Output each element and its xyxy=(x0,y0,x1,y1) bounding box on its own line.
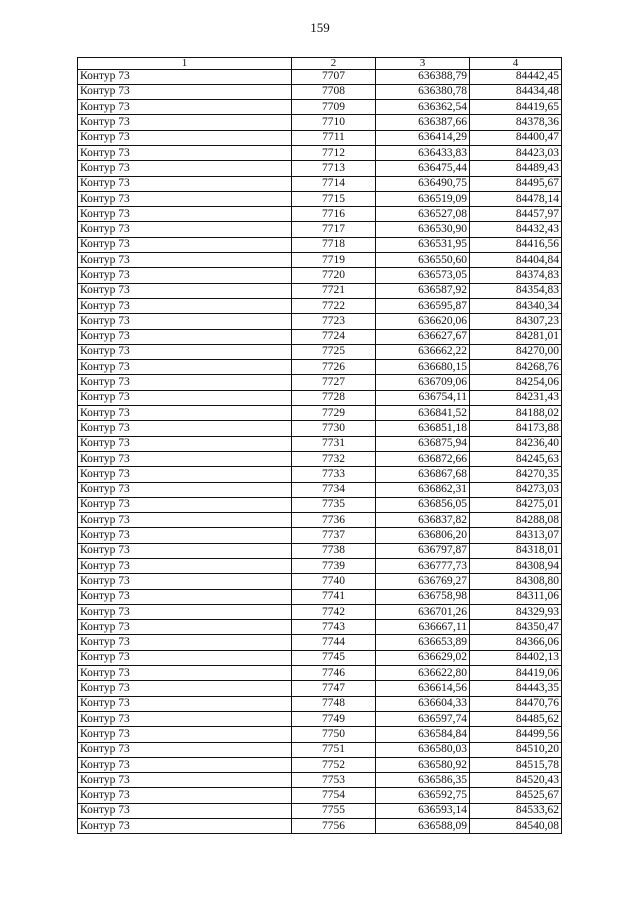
contour-name-cell: Контур 73 xyxy=(78,559,292,574)
table-row xyxy=(78,207,562,222)
x-coordinate-cell: 636604,33 xyxy=(376,696,470,711)
x-coordinate-cell: 636758,98 xyxy=(376,589,470,604)
y-coordinate-cell: 84311,06 xyxy=(470,589,562,604)
y-coordinate-cell: 84254,06 xyxy=(470,375,562,390)
point-number-cell: 7708 xyxy=(292,84,376,99)
table-row xyxy=(78,666,562,681)
contour-name-cell: Контур 73 xyxy=(78,727,292,742)
table-row xyxy=(78,757,562,772)
x-coordinate-cell: 636380,78 xyxy=(376,84,470,99)
x-coordinate-cell: 636588,09 xyxy=(376,819,470,834)
point-number-cell: 7723 xyxy=(292,314,376,329)
table-row xyxy=(78,681,562,696)
x-coordinate-cell: 636490,75 xyxy=(376,176,470,191)
contour-name-cell: Контур 73 xyxy=(78,222,292,237)
y-coordinate-cell: 84350,47 xyxy=(470,620,562,635)
table-row xyxy=(78,237,562,252)
y-coordinate-cell: 84423,03 xyxy=(470,145,562,160)
y-coordinate-cell: 84366,06 xyxy=(470,635,562,650)
point-number-cell: 7751 xyxy=(292,742,376,757)
x-coordinate-cell: 636433,83 xyxy=(376,145,470,160)
contour-name-cell: Контур 73 xyxy=(78,406,292,421)
y-coordinate-cell: 84236,40 xyxy=(470,436,562,451)
point-number-cell: 7743 xyxy=(292,620,376,635)
x-coordinate-cell: 636530,90 xyxy=(376,222,470,237)
y-coordinate-cell: 84499,56 xyxy=(470,727,562,742)
point-number-cell: 7716 xyxy=(292,207,376,222)
x-coordinate-cell: 636769,27 xyxy=(376,574,470,589)
x-coordinate-cell: 636597,74 xyxy=(376,711,470,726)
y-coordinate-cell: 84273,03 xyxy=(470,482,562,497)
x-coordinate-cell: 636837,82 xyxy=(376,513,470,528)
table-row xyxy=(78,513,562,528)
contour-name-cell: Контур 73 xyxy=(78,604,292,619)
y-coordinate-cell: 84318,01 xyxy=(470,543,562,558)
contour-name-cell: Контур 73 xyxy=(78,819,292,834)
point-number-cell: 7728 xyxy=(292,390,376,405)
contour-name-cell: Контур 73 xyxy=(78,757,292,772)
table-row xyxy=(78,696,562,711)
contour-name-cell: Контур 73 xyxy=(78,268,292,283)
table-row xyxy=(78,497,562,512)
y-coordinate-cell: 84402,13 xyxy=(470,650,562,665)
point-number-cell: 7710 xyxy=(292,115,376,130)
point-number-cell: 7737 xyxy=(292,528,376,543)
point-number-cell: 7745 xyxy=(292,650,376,665)
contour-name-cell: Контур 73 xyxy=(78,681,292,696)
table-body xyxy=(78,58,562,834)
coordinates-table xyxy=(77,57,562,834)
point-number-cell: 7739 xyxy=(292,559,376,574)
x-coordinate-cell: 636595,87 xyxy=(376,298,470,313)
x-coordinate-cell: 636587,92 xyxy=(376,283,470,298)
x-coordinate-cell: 636519,09 xyxy=(376,191,470,206)
point-number-cell: 7747 xyxy=(292,681,376,696)
point-number-cell: 7741 xyxy=(292,589,376,604)
point-number-cell: 7753 xyxy=(292,773,376,788)
table-row xyxy=(78,543,562,558)
table-row xyxy=(78,130,562,145)
contour-name-cell: Контур 73 xyxy=(78,635,292,650)
table-row xyxy=(78,329,562,344)
contour-name-cell: Контур 73 xyxy=(78,375,292,390)
contour-name-cell: Контур 73 xyxy=(78,69,292,84)
y-coordinate-cell: 84400,47 xyxy=(470,130,562,145)
table-header-row xyxy=(78,58,562,70)
y-coordinate-cell: 84270,35 xyxy=(470,467,562,482)
x-coordinate-cell: 636667,11 xyxy=(376,620,470,635)
contour-name-cell: Контур 73 xyxy=(78,696,292,711)
contour-name-cell: Контур 73 xyxy=(78,482,292,497)
x-coordinate-cell: 636414,29 xyxy=(376,130,470,145)
point-number-cell: 7738 xyxy=(292,543,376,558)
point-number-cell: 7711 xyxy=(292,130,376,145)
y-coordinate-cell: 84432,43 xyxy=(470,222,562,237)
y-coordinate-cell: 84520,43 xyxy=(470,773,562,788)
table-row xyxy=(78,467,562,482)
table-row xyxy=(78,803,562,818)
contour-name-cell: Контур 73 xyxy=(78,298,292,313)
contour-name-cell: Контур 73 xyxy=(78,589,292,604)
table-row xyxy=(78,788,562,803)
contour-name-cell: Контур 73 xyxy=(78,421,292,436)
point-number-cell: 7749 xyxy=(292,711,376,726)
table-row xyxy=(78,574,562,589)
y-coordinate-cell: 84419,06 xyxy=(470,666,562,681)
contour-name-cell: Контур 73 xyxy=(78,253,292,268)
y-coordinate-cell: 84404,84 xyxy=(470,253,562,268)
table-row xyxy=(78,742,562,757)
contour-name-cell: Контур 73 xyxy=(78,666,292,681)
contour-name-cell: Контур 73 xyxy=(78,344,292,359)
point-number-cell: 7736 xyxy=(292,513,376,528)
x-coordinate-cell: 636662,22 xyxy=(376,344,470,359)
x-coordinate-cell: 636475,44 xyxy=(376,161,470,176)
point-number-cell: 7718 xyxy=(292,237,376,252)
table-row xyxy=(78,406,562,421)
table-row xyxy=(78,604,562,619)
table-row xyxy=(78,161,562,176)
table-row xyxy=(78,145,562,160)
point-number-cell: 7721 xyxy=(292,283,376,298)
point-number-cell: 7756 xyxy=(292,819,376,834)
point-number-cell: 7744 xyxy=(292,635,376,650)
x-coordinate-cell: 636701,26 xyxy=(376,604,470,619)
x-coordinate-cell: 636754,11 xyxy=(376,390,470,405)
y-coordinate-cell: 84275,01 xyxy=(470,497,562,512)
point-number-cell: 7726 xyxy=(292,360,376,375)
table-row xyxy=(78,222,562,237)
point-number-cell: 7742 xyxy=(292,604,376,619)
contour-name-cell: Контур 73 xyxy=(78,513,292,528)
point-number-cell: 7717 xyxy=(292,222,376,237)
y-coordinate-cell: 84374,83 xyxy=(470,268,562,283)
contour-name-cell: Контур 73 xyxy=(78,803,292,818)
y-coordinate-cell: 84489,43 xyxy=(470,161,562,176)
contour-name-cell: Контур 73 xyxy=(78,436,292,451)
table-row xyxy=(78,360,562,375)
table-row xyxy=(78,436,562,451)
point-number-cell: 7733 xyxy=(292,467,376,482)
table-row xyxy=(78,589,562,604)
contour-name-cell: Контур 73 xyxy=(78,528,292,543)
table-row xyxy=(78,84,562,99)
table-row xyxy=(78,375,562,390)
contour-name-cell: Контур 73 xyxy=(78,115,292,130)
y-coordinate-cell: 84270,00 xyxy=(470,344,562,359)
point-number-cell: 7750 xyxy=(292,727,376,742)
point-number-cell: 7748 xyxy=(292,696,376,711)
point-number-cell: 7720 xyxy=(292,268,376,283)
y-coordinate-cell: 84434,48 xyxy=(470,84,562,99)
y-coordinate-cell: 84478,14 xyxy=(470,191,562,206)
table-row xyxy=(78,298,562,313)
point-number-cell: 7712 xyxy=(292,145,376,160)
table-row xyxy=(78,482,562,497)
point-number-cell: 7752 xyxy=(292,757,376,772)
x-coordinate-cell: 636531,95 xyxy=(376,237,470,252)
y-coordinate-cell: 84281,01 xyxy=(470,329,562,344)
contour-name-cell: Контур 73 xyxy=(78,145,292,160)
contour-name-cell: Контур 73 xyxy=(78,84,292,99)
table-row xyxy=(78,115,562,130)
y-coordinate-cell: 84540,08 xyxy=(470,819,562,834)
y-coordinate-cell: 84188,02 xyxy=(470,406,562,421)
contour-name-cell: Контур 73 xyxy=(78,237,292,252)
table-row xyxy=(78,283,562,298)
table-row xyxy=(78,711,562,726)
y-coordinate-cell: 84510,20 xyxy=(470,742,562,757)
column-header: 3 xyxy=(376,58,470,70)
point-number-cell: 7722 xyxy=(292,298,376,313)
y-coordinate-cell: 84313,07 xyxy=(470,528,562,543)
point-number-cell: 7714 xyxy=(292,176,376,191)
x-coordinate-cell: 636388,79 xyxy=(376,69,470,84)
contour-name-cell: Контур 73 xyxy=(78,283,292,298)
x-coordinate-cell: 636593,14 xyxy=(376,803,470,818)
table-row xyxy=(78,650,562,665)
x-coordinate-cell: 636580,03 xyxy=(376,742,470,757)
y-coordinate-cell: 84495,67 xyxy=(470,176,562,191)
x-coordinate-cell: 636653,89 xyxy=(376,635,470,650)
y-coordinate-cell: 84515,78 xyxy=(470,757,562,772)
x-coordinate-cell: 636527,08 xyxy=(376,207,470,222)
table-row xyxy=(78,773,562,788)
y-coordinate-cell: 84442,45 xyxy=(470,69,562,84)
y-coordinate-cell: 84525,67 xyxy=(470,788,562,803)
contour-name-cell: Контур 73 xyxy=(78,620,292,635)
table-row xyxy=(78,176,562,191)
point-number-cell: 7724 xyxy=(292,329,376,344)
x-coordinate-cell: 636856,05 xyxy=(376,497,470,512)
table-row xyxy=(78,253,562,268)
y-coordinate-cell: 84308,80 xyxy=(470,574,562,589)
x-coordinate-cell: 636573,05 xyxy=(376,268,470,283)
table-row xyxy=(78,451,562,466)
table-row xyxy=(78,314,562,329)
x-coordinate-cell: 636841,52 xyxy=(376,406,470,421)
x-coordinate-cell: 636862,31 xyxy=(376,482,470,497)
point-number-cell: 7754 xyxy=(292,788,376,803)
contour-name-cell: Контур 73 xyxy=(78,176,292,191)
contour-name-cell: Контур 73 xyxy=(78,451,292,466)
x-coordinate-cell: 636709,06 xyxy=(376,375,470,390)
y-coordinate-cell: 84419,65 xyxy=(470,100,562,115)
x-coordinate-cell: 636620,06 xyxy=(376,314,470,329)
y-coordinate-cell: 84533,62 xyxy=(470,803,562,818)
y-coordinate-cell: 84173,88 xyxy=(470,421,562,436)
contour-name-cell: Контур 73 xyxy=(78,161,292,176)
y-coordinate-cell: 84231,43 xyxy=(470,390,562,405)
table-row xyxy=(78,620,562,635)
page-number: 159 xyxy=(310,20,330,35)
table-row xyxy=(78,268,562,283)
y-coordinate-cell: 84443,35 xyxy=(470,681,562,696)
y-coordinate-cell: 84268,76 xyxy=(470,360,562,375)
contour-name-cell: Контур 73 xyxy=(78,711,292,726)
table-row xyxy=(78,344,562,359)
y-coordinate-cell: 84340,34 xyxy=(470,298,562,313)
table-row xyxy=(78,819,562,834)
contour-name-cell: Контур 73 xyxy=(78,207,292,222)
point-number-cell: 7740 xyxy=(292,574,376,589)
x-coordinate-cell: 636362,54 xyxy=(376,100,470,115)
x-coordinate-cell: 636680,15 xyxy=(376,360,470,375)
point-number-cell: 7755 xyxy=(292,803,376,818)
table-row xyxy=(78,390,562,405)
column-header: 4 xyxy=(470,58,562,70)
point-number-cell: 7709 xyxy=(292,100,376,115)
y-coordinate-cell: 84378,36 xyxy=(470,115,562,130)
table-row xyxy=(78,191,562,206)
contour-name-cell: Контур 73 xyxy=(78,130,292,145)
contour-name-cell: Контур 73 xyxy=(78,574,292,589)
y-coordinate-cell: 84416,56 xyxy=(470,237,562,252)
x-coordinate-cell: 636592,75 xyxy=(376,788,470,803)
point-number-cell: 7731 xyxy=(292,436,376,451)
x-coordinate-cell: 636867,68 xyxy=(376,467,470,482)
x-coordinate-cell: 636629,02 xyxy=(376,650,470,665)
point-number-cell: 7746 xyxy=(292,666,376,681)
x-coordinate-cell: 636580,92 xyxy=(376,757,470,772)
x-coordinate-cell: 636387,66 xyxy=(376,115,470,130)
x-coordinate-cell: 636627,67 xyxy=(376,329,470,344)
contour-name-cell: Контур 73 xyxy=(78,360,292,375)
y-coordinate-cell: 84457,97 xyxy=(470,207,562,222)
column-header: 1 xyxy=(78,58,292,70)
point-number-cell: 7727 xyxy=(292,375,376,390)
point-number-cell: 7713 xyxy=(292,161,376,176)
table-row xyxy=(78,559,562,574)
table-row xyxy=(78,100,562,115)
contour-name-cell: Контур 73 xyxy=(78,650,292,665)
contour-name-cell: Контур 73 xyxy=(78,543,292,558)
y-coordinate-cell: 84470,76 xyxy=(470,696,562,711)
point-number-cell: 7715 xyxy=(292,191,376,206)
x-coordinate-cell: 636586,35 xyxy=(376,773,470,788)
contour-name-cell: Контур 73 xyxy=(78,467,292,482)
x-coordinate-cell: 636872,66 xyxy=(376,451,470,466)
point-number-cell: 7719 xyxy=(292,253,376,268)
y-coordinate-cell: 84329,93 xyxy=(470,604,562,619)
y-coordinate-cell: 84485,62 xyxy=(470,711,562,726)
column-header: 2 xyxy=(292,58,376,70)
x-coordinate-cell: 636777,73 xyxy=(376,559,470,574)
point-number-cell: 7725 xyxy=(292,344,376,359)
x-coordinate-cell: 636797,87 xyxy=(376,543,470,558)
x-coordinate-cell: 636851,18 xyxy=(376,421,470,436)
contour-name-cell: Контур 73 xyxy=(78,100,292,115)
table-row xyxy=(78,421,562,436)
x-coordinate-cell: 636550,60 xyxy=(376,253,470,268)
point-number-cell: 7730 xyxy=(292,421,376,436)
contour-name-cell: Контур 73 xyxy=(78,390,292,405)
point-number-cell: 7734 xyxy=(292,482,376,497)
x-coordinate-cell: 636806,20 xyxy=(376,528,470,543)
point-number-cell: 7729 xyxy=(292,406,376,421)
point-number-cell: 7735 xyxy=(292,497,376,512)
y-coordinate-cell: 84308,94 xyxy=(470,559,562,574)
y-coordinate-cell: 84354,83 xyxy=(470,283,562,298)
contour-name-cell: Контур 73 xyxy=(78,773,292,788)
y-coordinate-cell: 84307,23 xyxy=(470,314,562,329)
x-coordinate-cell: 636614,56 xyxy=(376,681,470,696)
point-number-cell: 7732 xyxy=(292,451,376,466)
y-coordinate-cell: 84245,63 xyxy=(470,451,562,466)
table-row xyxy=(78,635,562,650)
x-coordinate-cell: 636622,80 xyxy=(376,666,470,681)
contour-name-cell: Контур 73 xyxy=(78,329,292,344)
contour-name-cell: Контур 73 xyxy=(78,788,292,803)
x-coordinate-cell: 636584,84 xyxy=(376,727,470,742)
table-row xyxy=(78,727,562,742)
contour-name-cell: Контур 73 xyxy=(78,742,292,757)
table-row xyxy=(78,69,562,84)
table-row xyxy=(78,528,562,543)
x-coordinate-cell: 636875,94 xyxy=(376,436,470,451)
point-number-cell: 7707 xyxy=(292,69,376,84)
contour-name-cell: Контур 73 xyxy=(78,314,292,329)
contour-name-cell: Контур 73 xyxy=(78,191,292,206)
contour-name-cell: Контур 73 xyxy=(78,497,292,512)
y-coordinate-cell: 84288,08 xyxy=(470,513,562,528)
